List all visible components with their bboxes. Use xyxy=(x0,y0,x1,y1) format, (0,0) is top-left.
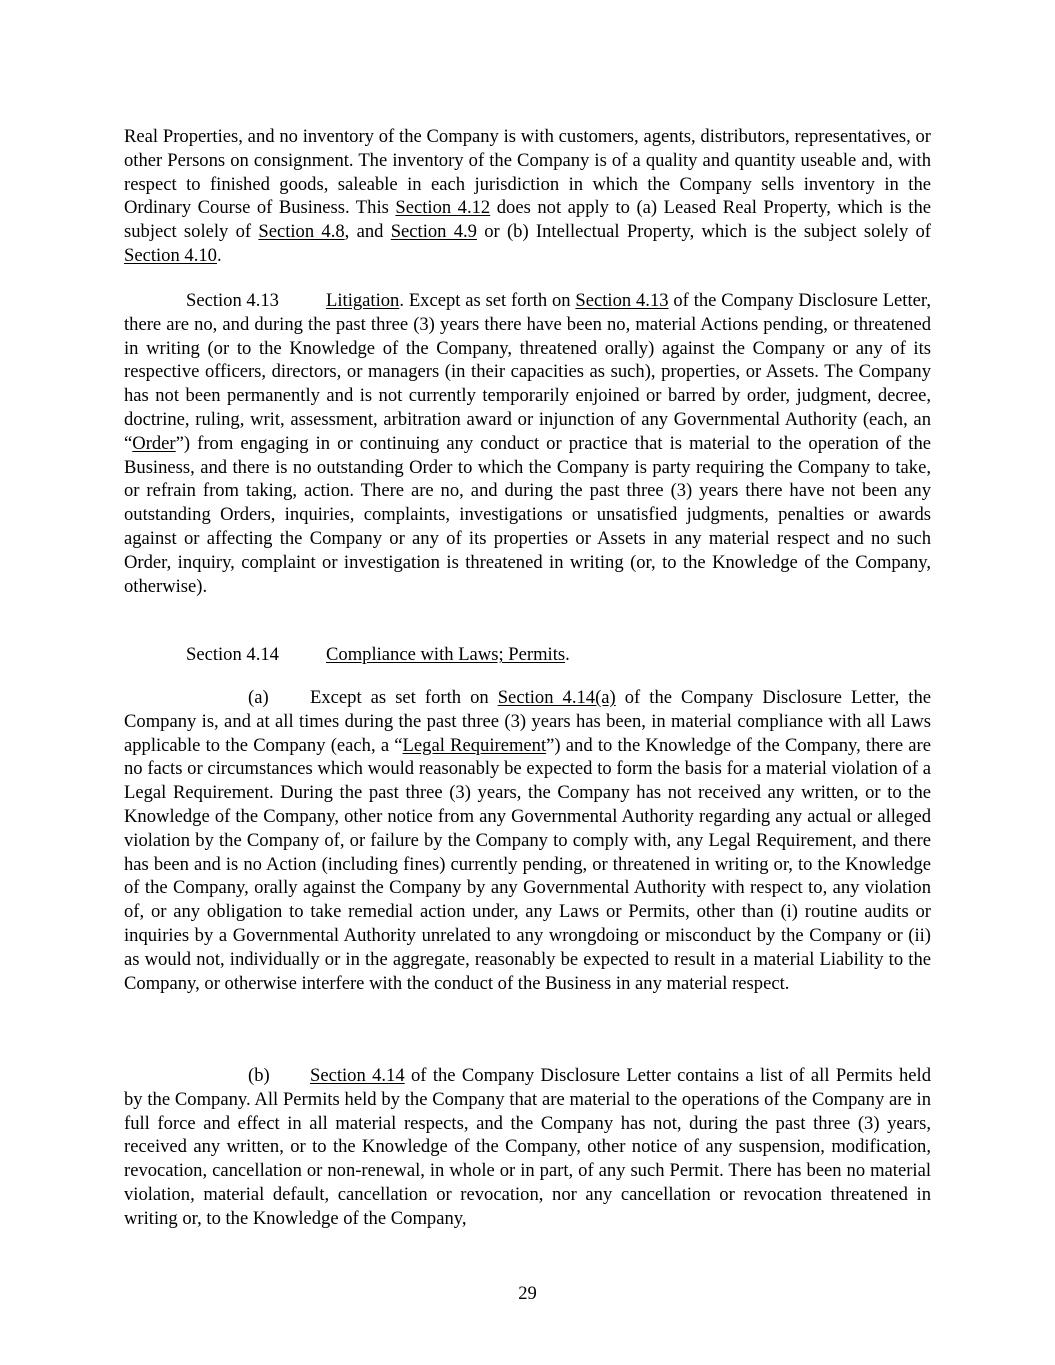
text-run: , and xyxy=(344,221,391,243)
section-heading: Litigation xyxy=(326,290,400,311)
section-4-14-heading xyxy=(124,643,931,667)
section-reference: Section 4.14(a) xyxy=(497,687,616,708)
paragraph-real-properties xyxy=(124,125,931,268)
text-run: of the Company Disclosure Letter contains a list of all Permits held by the Company. All Permits held by the Company that are material to the operations of the Company are in full force and effect in all material respects, and the Company has not, during the past three (3) years, received any written, or to the Knowledge of the Company, other notice of any suspension, modification, revocation, cancellation or non-renewal, in whole or in part, of any such Permit. There has been no material violation, material default, cancellation or revocation, nor any cancellation or revocation threatened in writing or, to the Knowledge of the Company, xyxy=(124,1065,931,1229)
text-run: Real Properties, and no inventory of the Company is with customers, agents, distributors, representatives, or other Persons on consignment. The inventory of the Company is of a quality and quantity useable and, with respect to finished goods, saleable in each jurisdiction in which the Company sells inventory in the Ordinary Course of Business. This xyxy=(124,126,931,219)
text-run: of the Company Disclosure Letter, there are no, and during the past three (3) years there have been no, material Actions pending, or threatened in writing (or to the Knowledge of the Company, threatened orally) against the Company or any of its respective officers, directors, or managers (in their capacities as such), properties, or Assets. The Company has not been permanently and is not currently temporarily enjoined or barred by order, judgment, decree, doctrine, ruling, writ, assessment, arbitration award or injunction of any Governmental Authority (each, an “ xyxy=(124,290,931,454)
text-run: . Except as set forth on xyxy=(399,290,576,311)
defined-term: Legal Requirement xyxy=(402,734,547,756)
text-run: of the Company Disclosure Letter, the Company is, and at all times during the past three (3) years has been, in material compliance with all Laws applicable to the Company (each, a “ xyxy=(124,687,931,756)
page-number: 29 xyxy=(518,1283,537,1304)
text-run: . xyxy=(565,644,570,665)
section-reference: Section 4.10 xyxy=(124,244,217,266)
text-run: ”) from engaging in or continuing any conduct or practice that is material to the operation of the Business, and there is no outstanding Order to which the Company is party requiring the Company to take, or refrain from taking, action. There are no, and during the past three (3) years there have not been any outstanding Orders, inquiries, complaints, investigations or unsatisfied judgments, penalties or awards against or affecting the Company or any of its properties or Assets in any material respect and no such Order, inquiry, complaint or investigation is threatened in writing (or, to the Knowledge of the Company, otherwise). xyxy=(124,432,931,597)
text-run: . xyxy=(216,244,222,266)
section-4-13-litigation xyxy=(124,289,931,598)
subsection-label: (a) xyxy=(248,687,269,708)
section-reference: Section 4.12 xyxy=(395,197,491,219)
text-run: ”) and to the Knowledge of the Company, there are no facts or circumstances which would reasonably be expected to form the basis for a material violation of a Legal Requirement. During the past three (3) years, the Company has not received any written, or to the Knowledge of the Company, other notice from any Governmental Authority regarding any actual or alleged violation by the Company of, or failure by the Company to comply with, any Legal Requirement, and there has been and is no Action (including fines) currently pending, or threatened in writing or, to the Knowledge of the Company, orally against the Company by any Governmental Authority with respect to, any violation of, or any obligation to take remedial action under, any Laws or Permits, other than (i) routine audits or inquiries by a Governmental Authority unrelated to any wrongdoing or misconduct by the Company or (ii) as would not, individually or in the aggregate, reasonably be expected to result in a material Liability to the Company, or otherwise interfere with the conduct of the Business in any material respect. xyxy=(124,734,931,994)
text-run: or (b) Intellectual Property, which is the subject solely of xyxy=(476,221,932,243)
section-reference: Section 4.14 xyxy=(310,1065,405,1086)
section-number: Section 4.13 xyxy=(186,290,279,311)
section-reference: Section 4.9 xyxy=(390,221,477,243)
section-reference: Section 4.13 xyxy=(575,290,669,311)
section-heading: Compliance with Laws; Permits xyxy=(326,644,566,665)
defined-term: Order xyxy=(132,432,176,454)
text-run: Except as set forth on xyxy=(310,687,498,708)
section-number: Section 4.14 xyxy=(186,644,279,665)
section-reference: Section 4.8 xyxy=(258,221,345,243)
subsection-a xyxy=(124,686,931,995)
subsection-b xyxy=(124,1064,931,1231)
text-run: does not apply to (a) Leased Real Property, which is the subject solely of xyxy=(124,197,931,243)
subsection-label: (b) xyxy=(248,1065,270,1086)
